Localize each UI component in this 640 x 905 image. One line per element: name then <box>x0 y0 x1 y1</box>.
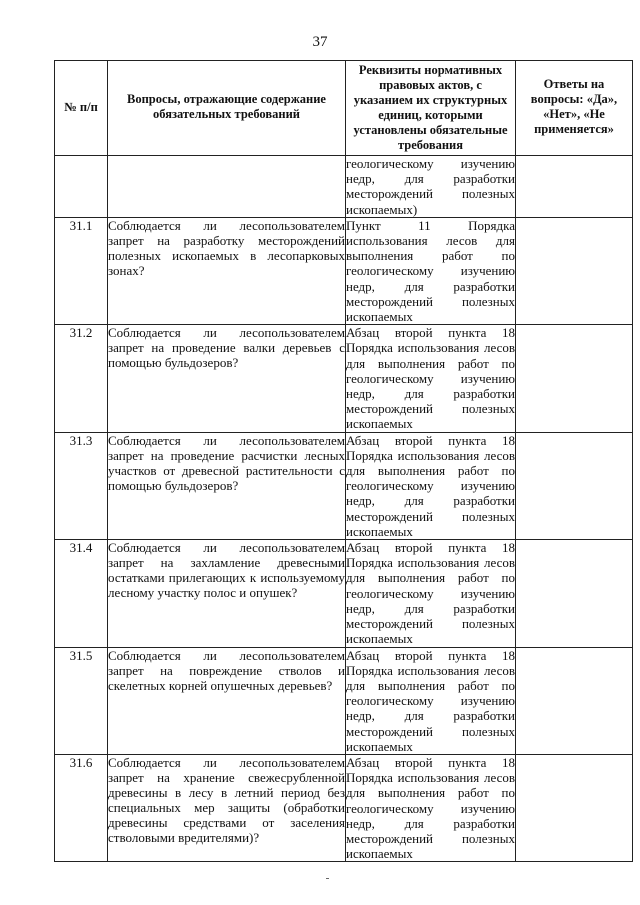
question-cell: Соблюдается ли лесопользователем запрет на повреждение стволов и скелетных корней опушечных деревьев? <box>108 647 346 754</box>
requisite-cell: геологическому изучению недр, для разработки месторождений полезных ископаемых) <box>346 156 515 217</box>
header-answers: Ответы на вопросы: «Да», «Нет», «Не применяется» <box>516 61 633 156</box>
table-row <box>55 432 633 539</box>
page-number: 37 <box>312 34 328 50</box>
answer-cell[interactable] <box>516 647 633 754</box>
question-cell: Соблюдается ли лесопользователем запрет на проведение расчистки лесных участков от древесной растительности с помощью бульдозеров? <box>108 432 346 539</box>
table-row <box>55 754 633 861</box>
table-row <box>55 217 633 324</box>
requisite-cell: Пункт 11 Порядка использования лесов для выполнения работ по геологическому изучению недр, для разработки месторождений полезных ископаемых <box>346 217 515 325</box>
requirements-table <box>54 60 633 862</box>
table-row <box>55 647 633 754</box>
requisite-cell: Абзац второй пункта 18 Порядка использования лесов для выполнения работ по геологическому изучению недр, для разработки месторождений полезных ископаемых <box>346 325 515 432</box>
table-row <box>55 325 633 432</box>
header-requisites: Реквизиты нормативных правовых актов, с указанием их структурных единиц, которыми установлены обязательные требования <box>346 61 516 156</box>
answer-cell[interactable] <box>516 432 633 539</box>
question-cell: Соблюдается ли лесопользователем запрет на захламление древесными остатками прилегающих к используемому лесному участку полос и опушек? <box>108 540 346 647</box>
row-number: 31.3 <box>55 432 108 539</box>
table-header-row <box>55 61 633 156</box>
scan-mark <box>326 878 329 879</box>
row-number: 31.5 <box>55 647 108 754</box>
header-num: № п/п <box>55 61 108 156</box>
row-number: 31.4 <box>55 540 108 647</box>
answer-cell[interactable] <box>516 217 633 324</box>
row-number: 31.6 <box>55 754 108 861</box>
answer-cell[interactable] <box>516 754 633 861</box>
requisite-cell: Абзац второй пункта 18 Порядка использования лесов для выполнения работ по геологическому изучению недр, для разработки месторождений полезных ископаемых <box>346 540 515 647</box>
answer-cell[interactable] <box>516 156 633 218</box>
answer-cell[interactable] <box>516 540 633 647</box>
question-cell: Соблюдается ли лесопользователем запрет на проведение валки деревьев с помощью бульдозеров? <box>108 325 346 432</box>
table-row-continuation <box>55 156 633 218</box>
row-number: 31.2 <box>55 325 108 432</box>
table-row <box>55 540 633 647</box>
header-questions: Вопросы, отражающие содержание обязательных требований <box>108 61 346 156</box>
row-number: 31.1 <box>55 217 108 324</box>
question-cell: Соблюдается ли лесопользователем запрет на разработку месторождений полезных ископаемых в лесопарковых зонах? <box>108 217 346 324</box>
question-cell: Соблюдается ли лесопользователем запрет на хранение свежесрубленной древесины в лесу в летний период без специальных мер защиты (обработки древесины средствами от заселения стволовыми вредителями)? <box>108 754 346 861</box>
requisite-cell: Абзац второй пункта 18 Порядка использования лесов для выполнения работ по геологическому изучению недр, для разработки месторождений полезных ископаемых <box>346 432 515 539</box>
requisite-cell: Абзац второй пункта 18 Порядка использования лесов для выполнения работ по геологическому изучению недр, для разработки месторождений полезных ископаемых <box>346 754 515 862</box>
requisite-cell: Абзац второй пункта 18 Порядка использования лесов для выполнения работ по геологическому изучению недр, для разработки месторождений полезных ископаемых <box>346 647 515 754</box>
answer-cell[interactable] <box>516 325 633 432</box>
